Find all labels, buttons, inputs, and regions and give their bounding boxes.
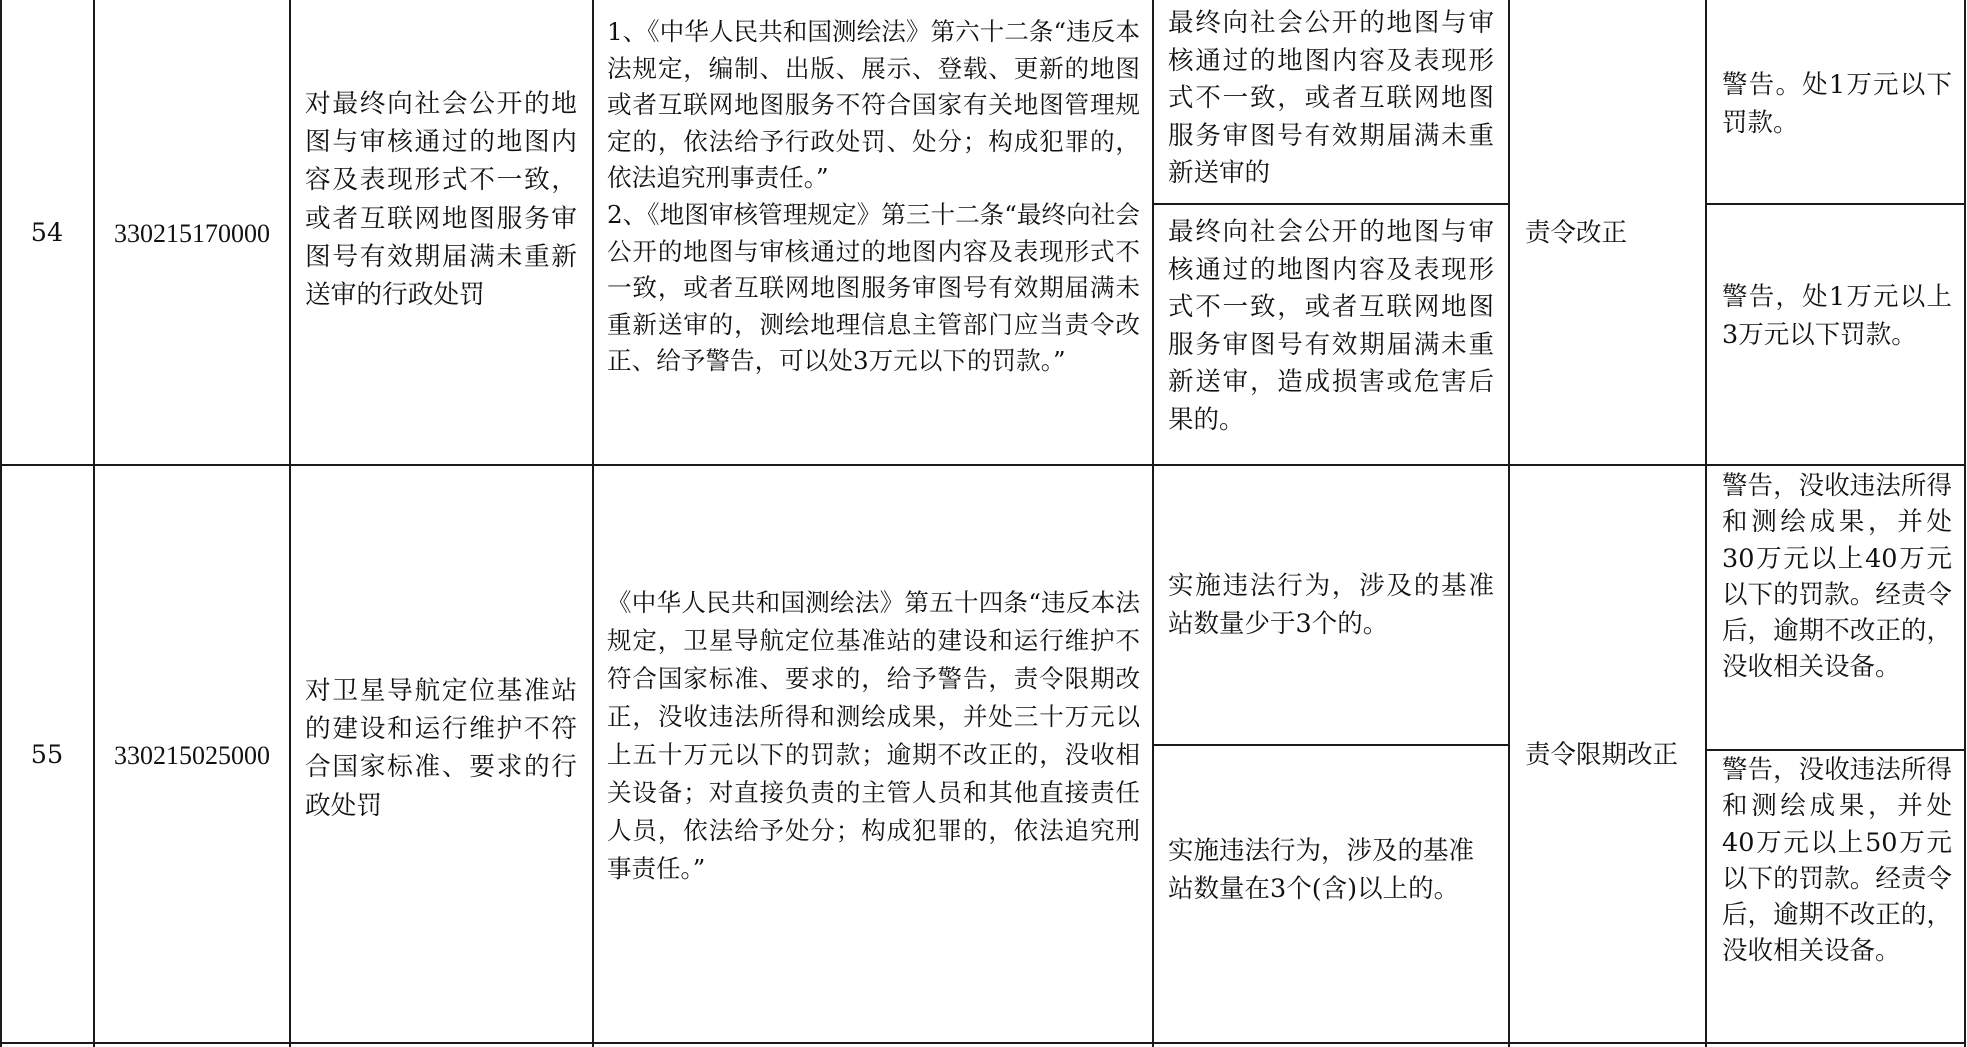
violation-situation: 最终向社会公开的地图与审核通过的地图内容及表现形式不一致，或者互联网地图服务审图号有效期届满未重新送审，造成损害或危害后果的。 [1168, 217, 1494, 435]
item-name: 对最终向社会公开的地图与审核通过的地图内容及表现形式不一致，或者互联网地图服务审图号有效期届满未重新送审的行政处罚 [305, 89, 577, 311]
row-divider [0, 464, 1966, 466]
column-divider [93, 0, 95, 1047]
penalty-standard: 警告，没收违法所得和测绘成果，并处30万元以上40万元以下的罚款。经责令后，逾期不改正的，没收相关设备。 [1722, 471, 1952, 683]
sub-row-divider [1152, 744, 1508, 746]
row-number: 54 [30, 218, 64, 248]
penalty-standard: 警告。处1万元以下罚款。 [1722, 70, 1952, 138]
item-code: 330215025000 [114, 741, 270, 770]
violation-situation: 最终向社会公开的地图与审核通过的地图内容及表现形式不一致，或者互联网地图服务审图号有效期届满未重新送审的 [1168, 8, 1494, 188]
column-divider [1152, 0, 1154, 1047]
column-divider [289, 0, 291, 1047]
sub-row-divider [1705, 203, 1965, 205]
violation-situation: 实施违法行为，涉及的基准站数量在3个(含)以上的。 [1168, 836, 1475, 904]
item-name: 对卫星导航定位基准站的建设和运行维护不符合国家标准、要求的行政处罚 [305, 676, 577, 821]
correction-measure: 责令限期改正 [1525, 740, 1679, 770]
violation-situation: 实施违法行为，涉及的基准站数量少于3个的。 [1168, 571, 1494, 639]
legal-basis [607, 14, 1140, 380]
legal-basis-clause: 1、《中华人民共和国测绘法》第六十二条“违反本法规定，编制、出版、展示、登载、更新的地图或者互联网地图服务不符合国家有关地图管理规定的，依法给予行政处罚、处分；构成犯罪的，依法追究刑事责任。” [607, 17, 1140, 193]
legal-basis-clause: 《中华人民共和国测绘法》第五十四条“违反本法规定，卫星导航定位基准站的建设和运行维护不符合国家标准、要求的，给予警告，责令限期改正，没收违法所得和测绘成果，并处三十万元以上五十万元以下的罚款；逾期不改正的，没收相关设备；对直接负责的主管人员和其他直接责任人员，依法给予处分；构成犯罪的，依法追究刑事责任。” [607, 588, 1140, 883]
table-border-right [1964, 0, 1966, 1047]
table-border-bottom [0, 1042, 1966, 1044]
column-divider [1508, 0, 1510, 1047]
column-divider [592, 0, 594, 1047]
correction-measure: 责令改正 [1525, 218, 1628, 248]
legal-basis-clause: 2、《地图审核管理规定》第三十二条“最终向社会公开的地图与审核通过的地图内容及表现形式不一致，或者互联网地图服务审图号有效期届满未重新送审的，测绘地理信息主管部门应当责令改正、给予警告，可以处3万元以下的罚款。” [607, 199, 1140, 376]
table-border-left [0, 0, 2, 1047]
penalty-standard: 警告，处1万元以上3万元以下罚款。 [1722, 282, 1952, 350]
sub-row-divider [1152, 203, 1508, 205]
item-code: 330215170000 [114, 219, 270, 248]
sub-row-divider [1705, 749, 1965, 751]
row-number: 55 [30, 740, 64, 770]
penalty-standard: 警告，没收违法所得和测绘成果，并处40万元以上50万元以下的罚款。经责令后，逾期不改正的，没收相关设备。 [1722, 755, 1952, 967]
column-divider [1705, 0, 1707, 1047]
legal-basis [607, 584, 1140, 888]
